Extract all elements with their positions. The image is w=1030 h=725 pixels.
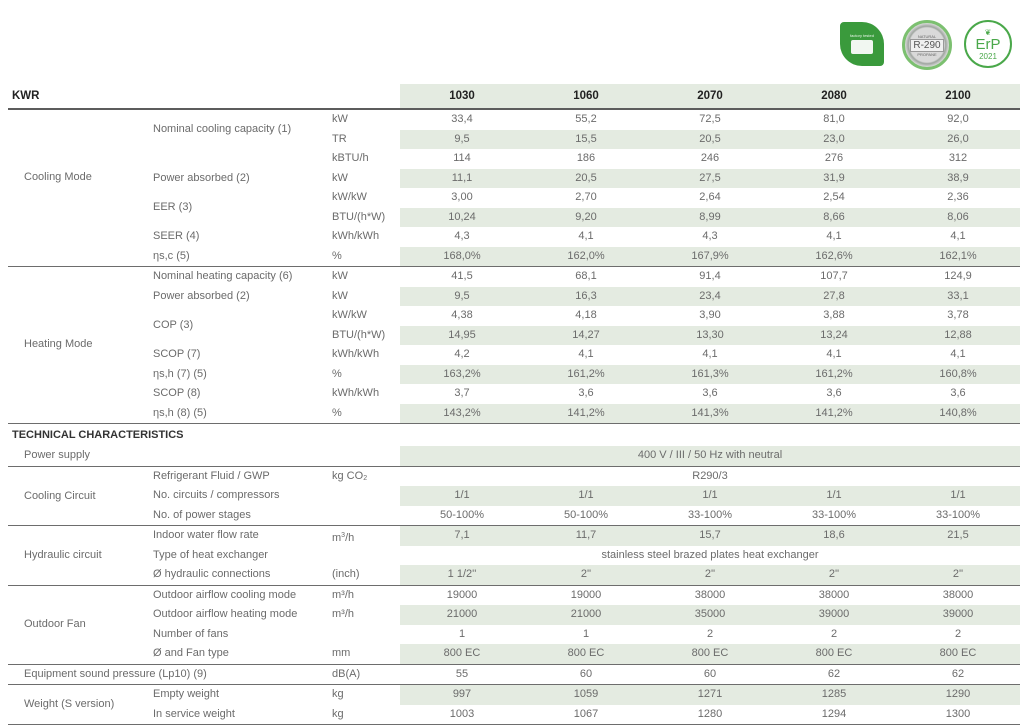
param-label: EER (3)	[153, 201, 193, 213]
value-cell: 8,66	[823, 210, 845, 223]
value-cell: 1271	[697, 688, 723, 700]
value-cell: 12,88	[944, 328, 972, 341]
table-row	[8, 586, 1020, 606]
table-row	[8, 365, 1020, 385]
unit-label: dB(A)	[332, 667, 361, 680]
value-cell: 1285	[821, 688, 847, 700]
unit-text: m	[332, 532, 342, 544]
value-cell: 20,5	[575, 171, 597, 184]
cooling-mode-section	[8, 110, 1020, 266]
group-label: Weight (S version)	[24, 698, 115, 710]
value-cell: 62	[827, 667, 841, 680]
table-row	[8, 526, 1020, 546]
unit-label: %	[332, 249, 342, 262]
model-header: 1030	[400, 84, 524, 108]
param-label: COP (3)	[153, 319, 194, 331]
value-cell: 68,1	[575, 270, 597, 282]
value-cell: 1/1	[826, 489, 842, 501]
unit-label: kW	[332, 289, 348, 302]
value-cell: 3,6	[950, 387, 966, 399]
value-cell: 276	[824, 152, 844, 164]
value-cell: 31,9	[823, 171, 845, 184]
table-header-row	[8, 84, 1020, 108]
param-label: No. circuits / compressors	[153, 489, 280, 501]
value-cell: 9,5	[454, 289, 470, 302]
value-cell: 19000	[570, 588, 602, 601]
param-label: Power absorbed (2)	[153, 289, 250, 302]
param-label: Power absorbed (2)	[153, 171, 250, 184]
value-cell: 2''	[704, 568, 716, 580]
spec-table	[8, 84, 1020, 725]
value-cell: 50-100%	[439, 508, 485, 521]
model-header: 1060	[524, 84, 648, 108]
table-row	[8, 384, 1020, 404]
value-cell: 141,3%	[691, 406, 729, 419]
table-row	[8, 208, 1020, 228]
unit-label: kW	[332, 270, 348, 282]
value-cell: 38000	[694, 588, 726, 601]
value-cell: 15,5	[575, 132, 597, 145]
table-row	[8, 247, 1020, 267]
table-row	[8, 227, 1020, 247]
table-row	[8, 506, 1020, 526]
value-cell: 1/1	[454, 489, 470, 501]
unit-label	[332, 467, 367, 489]
value-cell: 186	[576, 152, 596, 164]
value-cell: 2,64	[699, 191, 721, 203]
value-cell: 800 EC	[691, 647, 729, 659]
value-cell: 1003	[449, 707, 475, 720]
value-cell: 11,7	[575, 529, 597, 541]
value-cell: 14,27	[572, 328, 600, 341]
unit-label: %	[332, 406, 342, 419]
value-cell: 1294	[821, 707, 847, 720]
unit-label: kW/kW	[332, 309, 367, 321]
value-cell: 26,0	[947, 132, 969, 145]
value-cell: 4,1	[826, 348, 842, 360]
value-cell: 91,4	[699, 270, 721, 282]
value-cell: 38000	[818, 588, 850, 601]
value-cell: 2,54	[823, 191, 845, 203]
natural-r290-propane-badge	[902, 20, 950, 68]
value-cell: 4,1	[950, 348, 966, 360]
value-cell: 8,99	[699, 210, 721, 223]
table-row	[8, 130, 1020, 150]
weight-section	[8, 685, 1020, 724]
table-row	[8, 565, 1020, 585]
value-cell: 161,2%	[567, 367, 605, 380]
value-cell: 38000	[942, 588, 974, 601]
value-cell: 4,1	[950, 230, 966, 242]
param-label: Empty weight	[153, 688, 220, 700]
unit-text: kg CO	[332, 469, 364, 482]
unit-label: kW/kW	[332, 191, 367, 203]
cooling-circuit-section	[8, 467, 1020, 526]
table-row	[8, 267, 1020, 287]
value-cell: 20,5	[699, 132, 721, 145]
value-cell: 168,0%	[443, 249, 481, 262]
unit-label: (inch)	[332, 568, 360, 580]
value-cell: 800 EC	[815, 647, 853, 659]
table-row	[8, 486, 1020, 506]
value-cell: 50-100%	[563, 508, 609, 521]
unit-label: kWh/kWh	[332, 348, 380, 360]
value-cell: 14,95	[448, 328, 476, 341]
table-row	[8, 546, 1020, 566]
value-cell: 162,6%	[815, 249, 853, 262]
value-cell: 9,20	[575, 210, 597, 223]
sprout-icon: ❦	[984, 28, 992, 37]
param-label: ηs,c (5)	[153, 249, 190, 262]
value-cell: 2''	[828, 568, 840, 580]
param-label: Indoor water flow rate	[153, 529, 259, 541]
model-header: 2080	[772, 84, 896, 108]
unit-label: kWh/kWh	[332, 387, 380, 399]
table-row	[8, 467, 1020, 487]
value-cell: 55,2	[575, 113, 597, 125]
value-cell: 2	[830, 627, 838, 640]
value-cell: 1067	[573, 707, 599, 720]
value-cell: 107,7	[820, 270, 848, 282]
unit-label: mm	[332, 647, 351, 659]
value-cell: 246	[700, 152, 720, 164]
value-cell: 3,00	[451, 191, 473, 203]
value-cell: 1	[458, 627, 466, 640]
value-cell: 997	[452, 688, 472, 700]
heating-mode-section	[8, 267, 1020, 423]
value-cell: 23,4	[699, 289, 721, 302]
unit-label: kWh/kWh	[332, 230, 380, 242]
value-cell: 33,1	[947, 289, 969, 302]
model-header: 2100	[896, 84, 1020, 108]
value-cell: 1290	[945, 688, 971, 700]
value-cell: 162,0%	[567, 249, 605, 262]
value-cell: 3,88	[823, 309, 845, 321]
table-row	[8, 110, 1020, 135]
value-cell: 7,1	[454, 529, 470, 541]
value-cell: stainless steel brazed plates heat exchanger	[601, 548, 819, 561]
table-row	[8, 169, 1020, 189]
value-cell: 3,6	[702, 387, 718, 399]
value-cell: 162,1%	[939, 249, 977, 262]
value-cell: 124,9	[944, 270, 972, 282]
group-label: Cooling Circuit	[24, 489, 96, 502]
value-cell: 11,1	[451, 171, 473, 184]
value-cell: 92,0	[947, 113, 969, 125]
value-cell: 2,36	[947, 191, 969, 203]
value-cell: 72,5	[699, 113, 721, 125]
value-cell: 1059	[573, 688, 599, 700]
value-cell: 13,24	[820, 328, 848, 341]
value-cell: 141,2%	[567, 406, 605, 419]
unit-icon	[851, 40, 873, 54]
value-cell: 141,2%	[815, 406, 853, 419]
value-cell: 60	[703, 667, 717, 680]
table-row	[8, 287, 1020, 307]
param-label: SCOP (7)	[153, 348, 201, 360]
table-row	[8, 705, 1020, 725]
value-cell: 3,78	[947, 309, 969, 321]
value-cell: 161,2%	[815, 367, 853, 380]
table-row	[8, 404, 1020, 424]
value-cell: 23,0	[823, 132, 845, 145]
unit-label: m³/h	[332, 608, 354, 620]
value-cell: 38,9	[947, 171, 969, 184]
value-cell: 2	[954, 627, 962, 640]
param-label: Type of heat exchanger	[153, 548, 268, 561]
group-label: Heating Mode	[24, 338, 93, 350]
value-cell: 163,2%	[443, 367, 481, 380]
param-label: Number of fans	[153, 627, 229, 640]
value-cell: 3,6	[578, 387, 594, 399]
value-cell: 400 V / III / 50 Hz with neutral	[400, 446, 1020, 466]
value-cell: 143,2%	[443, 406, 481, 419]
section-title: TECHNICAL CHARACTERISTICS	[12, 429, 184, 441]
certification-logos	[840, 20, 1012, 68]
unit-label: kW	[332, 171, 348, 184]
table-row	[8, 345, 1020, 365]
value-cell: 81,0	[823, 113, 845, 125]
outdoor-fan-section	[8, 586, 1020, 664]
unit-superscript: 3	[341, 532, 346, 539]
value-cell: 10,24	[448, 210, 476, 223]
value-cell: 2,70	[575, 191, 597, 203]
value-cell: 3,6	[826, 387, 842, 399]
table-row	[8, 605, 1020, 625]
value-cell: 21000	[570, 608, 602, 620]
value-cell: 41,5	[451, 270, 473, 282]
value-cell: 4,3	[454, 230, 470, 242]
value-cell: 3,90	[699, 309, 721, 321]
param-label: Refrigerant Fluid / GWP	[153, 469, 270, 482]
value-cell: 800 EC	[443, 647, 481, 659]
value-cell: 4,1	[826, 230, 842, 242]
unit-subscript: 2	[363, 474, 368, 482]
value-cell: 35000	[694, 608, 726, 620]
group-label: Cooling Mode	[24, 171, 92, 183]
value-cell: 1/1	[702, 489, 718, 501]
value-cell: 4,1	[578, 230, 594, 242]
power-supply-row	[8, 446, 1020, 466]
value-cell: 39000	[942, 608, 974, 620]
group-label: Power supply	[24, 449, 91, 461]
value-cell: 114	[453, 152, 471, 164]
table-row	[8, 188, 1020, 213]
param-label: ηs,h (7) (5)	[153, 367, 207, 380]
value-cell: 1300	[945, 707, 971, 720]
value-cell: 160,8%	[939, 367, 977, 380]
table-row	[8, 685, 1020, 705]
param-label: Ø hydraulic connections	[153, 568, 271, 580]
param-label: ηs,h (8) (5)	[153, 406, 207, 419]
value-cell: 33-100%	[935, 508, 981, 521]
unit-text: /h	[345, 532, 355, 544]
value-cell: 3,7	[454, 387, 470, 399]
value-cell: 2	[706, 627, 714, 640]
param-label: No. of power stages	[153, 508, 251, 521]
value-cell: 13,30	[696, 328, 724, 341]
leaf-icon: factory tested	[840, 22, 884, 66]
value-cell: 800 EC	[567, 647, 605, 659]
unit-label: kg	[332, 688, 344, 700]
value-cell: 27,5	[699, 171, 721, 184]
value-cell: 161,3%	[691, 367, 729, 380]
value-cell: 33-100%	[687, 508, 733, 521]
group-label: Outdoor Fan	[24, 617, 86, 630]
table-row	[8, 644, 1020, 664]
value-cell: 39000	[818, 608, 850, 620]
param-label: In service weight	[153, 707, 235, 720]
table-row	[8, 306, 1020, 331]
value-cell: 2''	[580, 568, 592, 580]
value-cell: 21,5	[947, 529, 969, 541]
unit-label: m³/h	[332, 588, 354, 601]
unit-label: kg	[332, 707, 344, 720]
value-cell: 60	[579, 667, 593, 680]
param-label: Outdoor airflow cooling mode	[153, 588, 297, 601]
value-cell: 140,8%	[939, 406, 977, 419]
value-cell: 1	[582, 627, 590, 640]
param-label: SCOP (8)	[153, 387, 201, 399]
unit-label: kW	[332, 113, 348, 125]
value-cell: 18,6	[823, 529, 845, 541]
param-label: SEER (4)	[153, 230, 200, 242]
value-cell: 55	[455, 667, 469, 680]
unit-label: %	[332, 367, 342, 380]
table-title: KWR	[12, 90, 40, 102]
value-cell: 33,4	[451, 113, 473, 125]
value-cell: 21000	[446, 608, 478, 620]
erp-2021-badge	[964, 20, 1012, 68]
value-cell: 19000	[446, 588, 478, 601]
value-cell: 1/1	[950, 489, 966, 501]
value-cell: 15,7	[699, 529, 721, 541]
value-cell: 1/1	[578, 489, 594, 501]
value-cell: R290/3	[692, 469, 728, 482]
value-cell: 4,1	[578, 348, 594, 360]
value-cell: 4,38	[451, 309, 473, 321]
param-label: Nominal heating capacity (6)	[153, 270, 293, 282]
value-cell: 800 EC	[939, 647, 977, 659]
unit-label: kBTU/h	[332, 152, 369, 164]
param-label: Ø and Fan type	[153, 647, 229, 659]
unit-label: BTU/(h*W)	[332, 328, 386, 341]
value-cell: 4,18	[575, 309, 597, 321]
param-label: Outdoor airflow heating mode	[153, 608, 298, 620]
table-row	[8, 149, 1020, 169]
erp-seal-icon: ❦ ErP 2021	[964, 20, 1012, 68]
group-label: Hydraulic circuit	[24, 549, 102, 561]
wet-tested-leaf-badge	[840, 20, 888, 68]
model-header: 2070	[648, 84, 772, 108]
param-label: Nominal cooling capacity (1)	[153, 123, 292, 135]
value-cell: 16,3	[575, 289, 597, 302]
r290-seal-icon: NATURAL R-290 PROPANE	[902, 20, 952, 70]
unit-label: TR	[332, 132, 347, 145]
unit-label: BTU/(h*W)	[332, 210, 386, 223]
value-cell: 8,06	[947, 210, 969, 223]
value-cell: 2''	[952, 568, 964, 580]
value-cell: 4,1	[702, 348, 718, 360]
value-cell: 9,5	[454, 132, 470, 145]
sound-pressure-row	[8, 665, 1020, 685]
value-cell: 167,9%	[691, 249, 729, 262]
group-label: Equipment sound pressure (Lp10) (9)	[24, 667, 207, 680]
value-cell: 1280	[697, 707, 723, 720]
value-cell: 4,2	[454, 348, 470, 360]
table-row	[8, 625, 1020, 645]
value-cell: 33-100%	[811, 508, 857, 521]
table-row	[8, 326, 1020, 346]
hydraulic-circuit-section	[8, 526, 1020, 585]
value-cell: 1 1/2''	[447, 568, 477, 580]
value-cell: 4,3	[702, 230, 718, 242]
value-cell: 27,8	[823, 289, 845, 302]
value-cell: 62	[951, 667, 965, 680]
value-cell: 312	[948, 152, 968, 164]
